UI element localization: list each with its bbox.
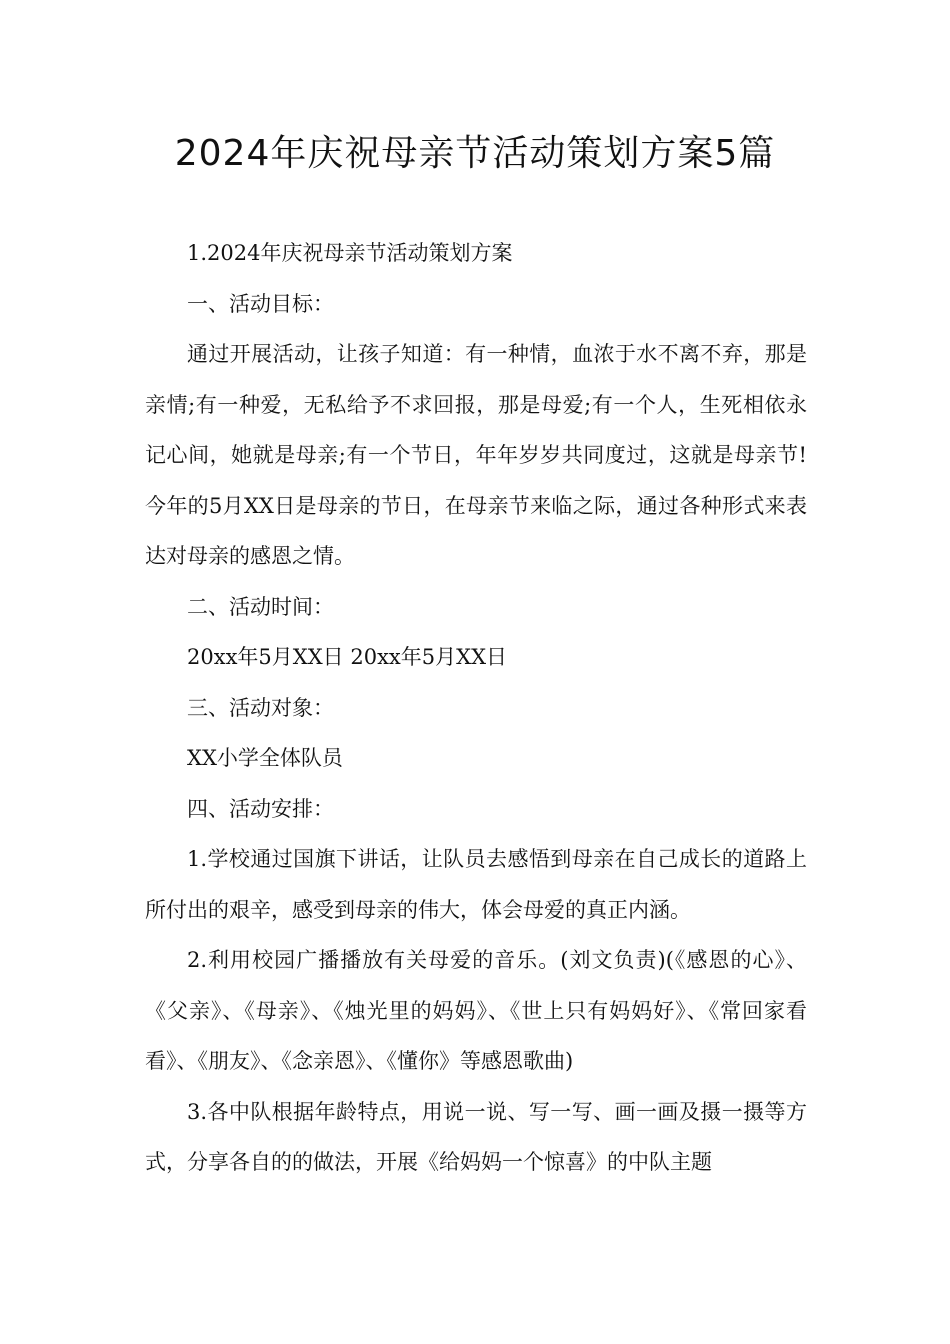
section-heading: 二、活动时间： [187,594,334,619]
paragraph: XX小学全体队员 [187,746,343,770]
document-body [145,228,807,1188]
section-heading: 三、活动对象： [187,695,334,720]
section-heading: 一、活动目标： [187,291,334,316]
list-item: 2.利用校园广播播放有关母爱的音乐。(刘文负责)(《感恩的心》、《父亲》、《母亲》、《烛光里的妈妈》、《世上只有妈妈好》、《常回家看看》、《朋友》、《念亲恩》、《懂你》等感恩歌曲) [145,948,807,1073]
paragraph: 通过开展活动，让孩子知道：有一种情，血浓于水不离不弃，那是亲情;有一种爱，无私给予不求回报，那是母爱;有一个人，生死相依永记心间，她就是母亲;有一个节日，年年岁岁共同度过，这就是母亲节!今年的5月XX日是母亲的节日，在母亲节来临之际，通过各种形式来表达对母亲的感恩之情。 [145,342,807,568]
list-item: 1.学校通过国旗下讲话，让队员去感悟到母亲在自己成长的道路上所付出的艰辛，感受到母亲的伟大，体会母爱的真正内涵。 [145,847,807,922]
paragraph: 20xx年5月XX日 20xx年5月XX日 [187,645,508,669]
section-heading: 1.2024年庆祝母亲节活动策划方案 [187,241,513,265]
section-heading: 四、活动安排： [187,796,334,821]
list-item: 3.各中队根据年龄特点，用说一说、写一写、画一画及摄一摄等方式，分享各自的的做法，开展《给妈妈一个惊喜》的中队主题 [145,1099,807,1174]
document-title: 2024年庆祝母亲节活动策划方案5篇 [174,133,776,174]
